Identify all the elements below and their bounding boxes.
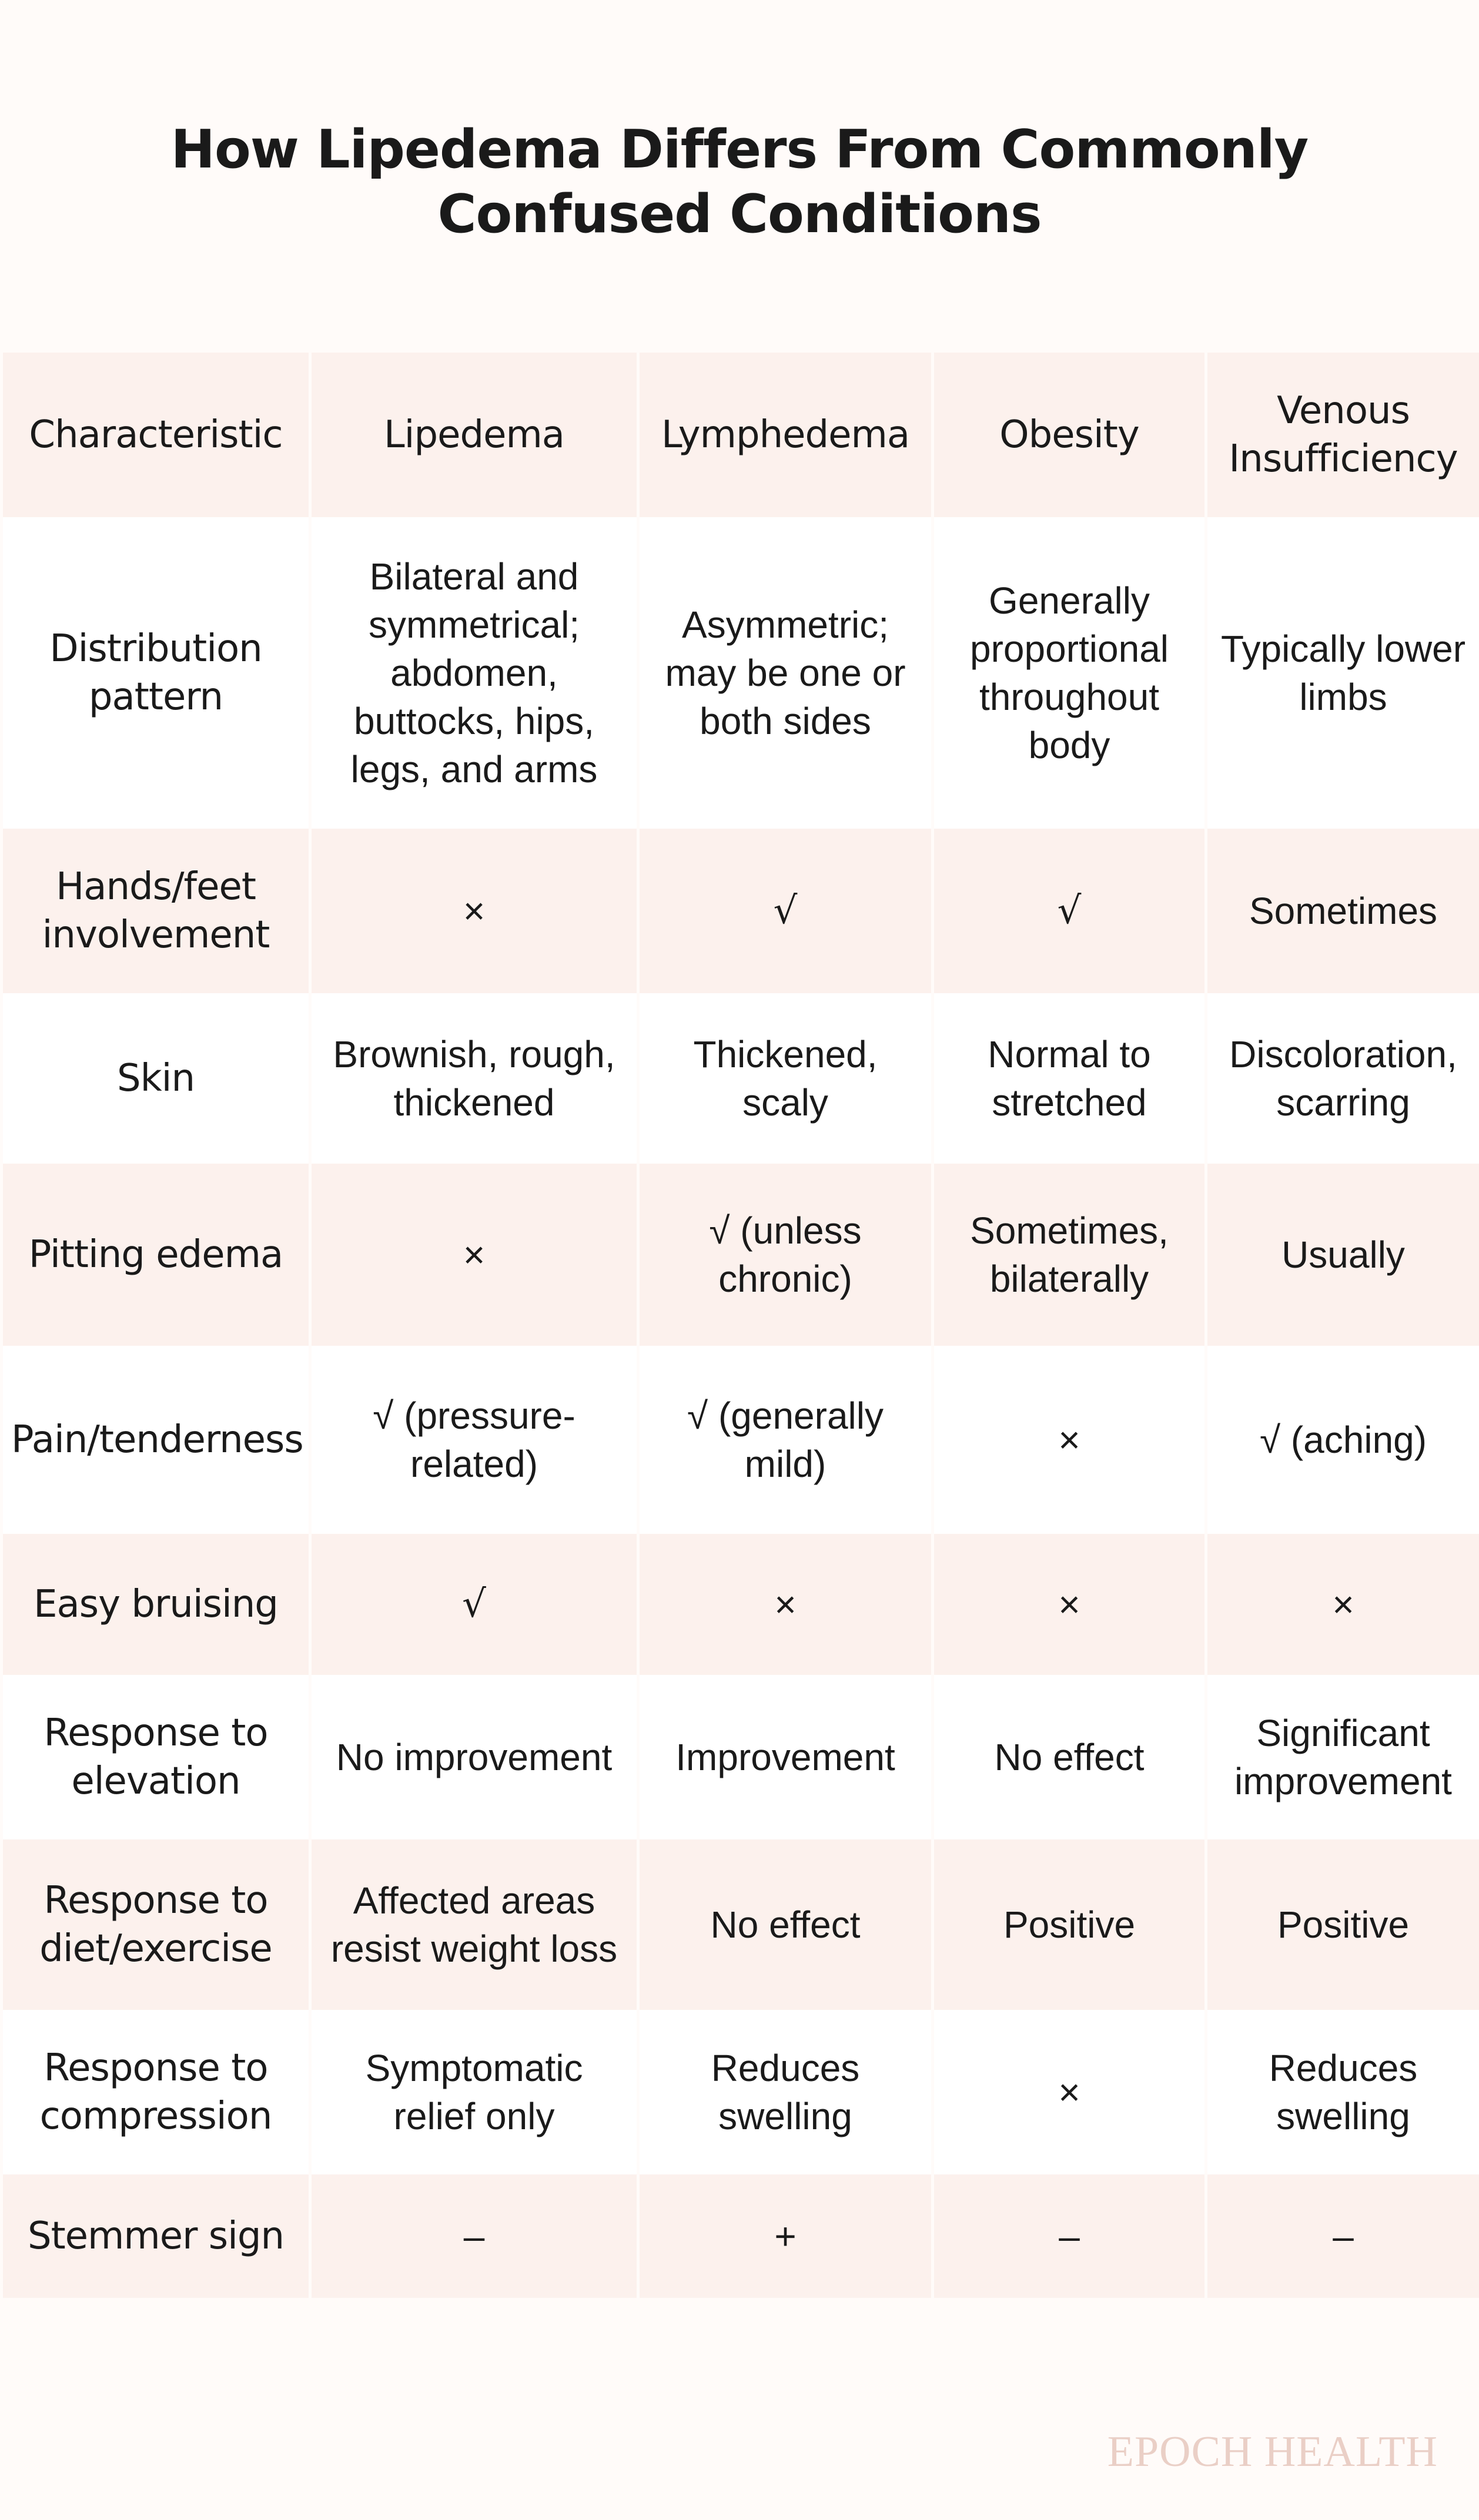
- cell-obesity: ×: [934, 1534, 1204, 1675]
- cell-obesity: ×: [934, 2010, 1204, 2174]
- title-line-1: How Lipedema Differs From Commonly: [170, 119, 1309, 180]
- cell-lymphedema: +: [640, 2174, 931, 2298]
- comparison-table: [0, 353, 1479, 2298]
- cell-lymphedema: √ (unless chronic): [640, 1164, 931, 1346]
- page-title: [0, 118, 1479, 247]
- cell-lipedema: Brownish, rough, thickened: [312, 993, 637, 1164]
- table-row-distribution: [3, 517, 1479, 829]
- header-venous-insufficiency: Venous Insufficiency: [1207, 353, 1479, 517]
- cell-lymphedema: Reduces swelling: [640, 2010, 931, 2174]
- header-obesity: Obesity: [934, 353, 1204, 517]
- cell-lipedema: √ (pressure-related): [312, 1346, 637, 1534]
- cell-venous: √ (aching): [1207, 1346, 1479, 1534]
- cell-venous: Discoloration, scarring: [1207, 993, 1479, 1164]
- cell-venous: ×: [1207, 1534, 1479, 1675]
- header-row: [3, 353, 1479, 517]
- row-label: Stemmer sign: [3, 2174, 309, 2298]
- cell-obesity: Generally proportional throughout body: [934, 517, 1204, 829]
- table-row-compression: [3, 2010, 1479, 2174]
- cell-lipedema: Symptomatic relief only: [312, 2010, 637, 2174]
- cell-venous: Reduces swelling: [1207, 2010, 1479, 2174]
- row-label: Easy bruising: [3, 1534, 309, 1675]
- row-label: Hands/feet involvement: [3, 829, 309, 993]
- row-label: Response to diet/exercise: [3, 1839, 309, 2010]
- row-label: Pitting edema: [3, 1164, 309, 1346]
- cell-lymphedema: No effect: [640, 1839, 931, 2010]
- row-label: Response to compression: [3, 2010, 309, 2174]
- cell-venous: Significant improvement: [1207, 1675, 1479, 1839]
- table-row-diet-exercise: [3, 1839, 1479, 2010]
- cell-venous: –: [1207, 2174, 1479, 2298]
- table-row-skin: [3, 993, 1479, 1164]
- cell-lymphedema: Thickened, scaly: [640, 993, 931, 1164]
- cell-obesity: Sometimes, bilaterally: [934, 1164, 1204, 1346]
- cell-lipedema: ×: [312, 829, 637, 993]
- cell-lymphedema: Asymmetric; may be one or both sides: [640, 517, 931, 829]
- cell-lipedema: No improvement: [312, 1675, 637, 1839]
- cell-obesity: Normal to stretched: [934, 993, 1204, 1164]
- table-row-pitting-edema: [3, 1164, 1479, 1346]
- header-lymphedema: Lymphedema: [640, 353, 931, 517]
- row-label: Skin: [3, 993, 309, 1164]
- row-label: Response to elevation: [3, 1675, 309, 1839]
- cell-lipedema: Affected areas resist weight loss: [312, 1839, 637, 2010]
- epoch-health-logo: EPOCH HEALTH: [1107, 2428, 1438, 2476]
- cell-venous: Positive: [1207, 1839, 1479, 2010]
- cell-venous: Usually: [1207, 1164, 1479, 1346]
- cell-lymphedema: √ (generally mild): [640, 1346, 931, 1534]
- cell-lipedema: ×: [312, 1164, 637, 1346]
- cell-obesity: Positive: [934, 1839, 1204, 2010]
- table-row-pain: [3, 1346, 1479, 1534]
- table-row-stemmer: [3, 2174, 1479, 2298]
- row-label: Distribution pattern: [3, 517, 309, 829]
- table-row-elevation: [3, 1675, 1479, 1839]
- cell-lipedema: √: [312, 1534, 637, 1675]
- cell-lipedema: Bilateral and symmetrical; abdomen, buttocks, hips, legs, and arms: [312, 517, 637, 829]
- header-characteristic: Characteristic: [3, 353, 309, 517]
- cell-obesity: ×: [934, 1346, 1204, 1534]
- cell-lipedema: –: [312, 2174, 637, 2298]
- table-row-hands-feet: [3, 829, 1479, 993]
- title-line-2: Confused Conditions: [437, 183, 1042, 245]
- cell-venous: Sometimes: [1207, 829, 1479, 993]
- header-lipedema: Lipedema: [312, 353, 637, 517]
- cell-venous: Typically lower limbs: [1207, 517, 1479, 829]
- table-row-bruising: [3, 1534, 1479, 1675]
- cell-obesity: √: [934, 829, 1204, 993]
- row-label: Pain/tenderness: [3, 1346, 309, 1534]
- cell-obesity: No effect: [934, 1675, 1204, 1839]
- cell-lymphedema: Improvement: [640, 1675, 931, 1839]
- cell-lymphedema: ×: [640, 1534, 931, 1675]
- cell-lymphedema: √: [640, 829, 931, 993]
- cell-obesity: –: [934, 2174, 1204, 2298]
